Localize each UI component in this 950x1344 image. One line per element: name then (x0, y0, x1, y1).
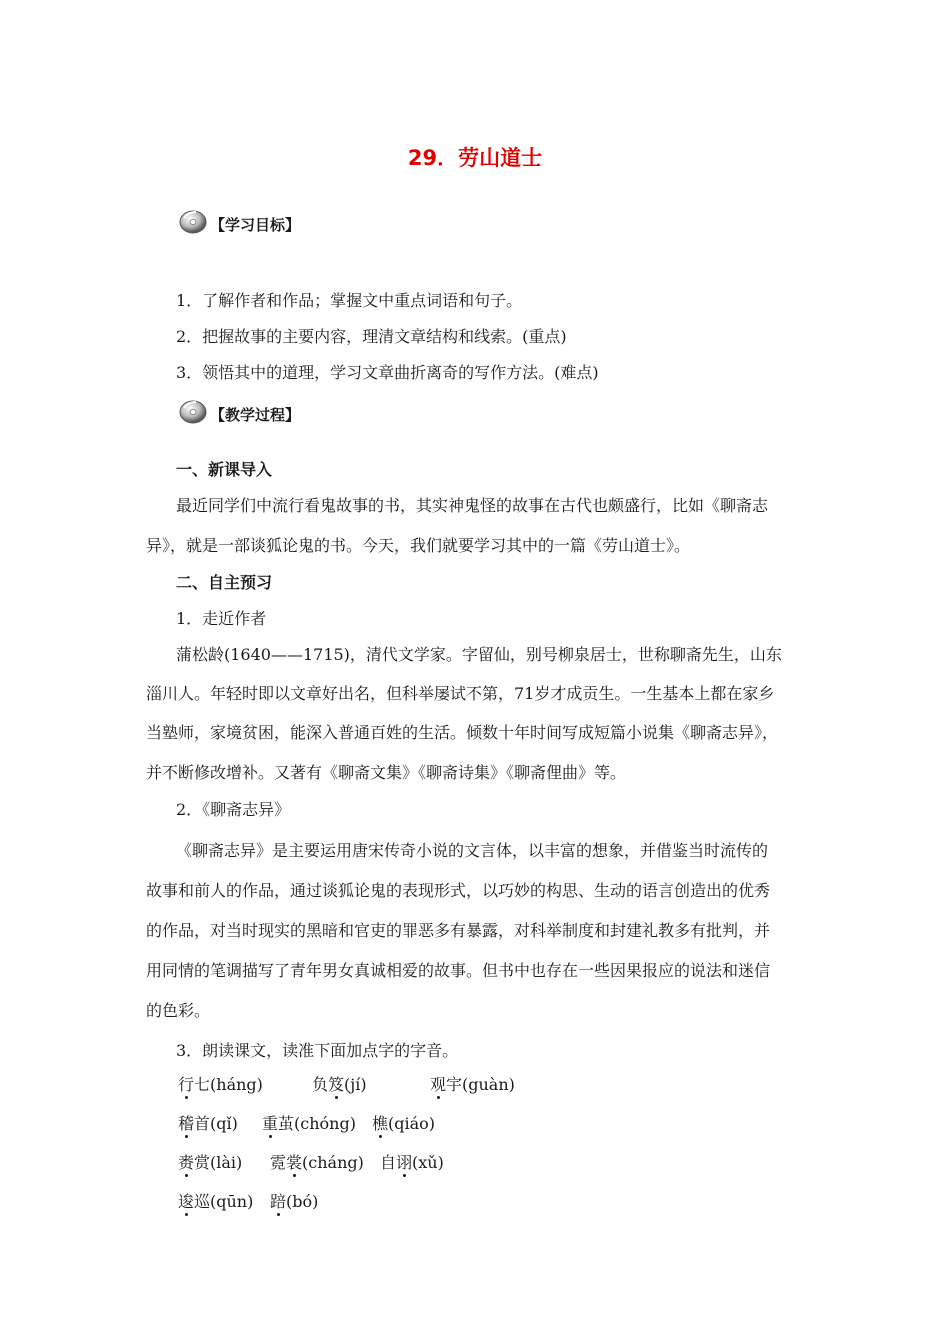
pinyin-item: 樵(qiáo) (372, 1114, 436, 1133)
document-title: 29．劳山道士 (407, 146, 543, 170)
pinyin-item: 踣(bó) (270, 1192, 319, 1211)
paragraph-line: 异》，就是一部谈狐论鬼的书。今天，我们就要学习其中的一篇《劳山道士》。 (146, 536, 691, 555)
dotted-char: 重 (262, 1114, 279, 1133)
dotted-char: 裳 (286, 1153, 303, 1172)
section-heading-label: 【教学过程】 (210, 406, 301, 424)
subheading: 2．《聊斋志异》 (176, 800, 291, 819)
pinyin-item: 稽首(qǐ) (178, 1114, 238, 1133)
dotted-char: 逡 (178, 1192, 195, 1211)
pinyin-item: 自诩(xǔ) (380, 1153, 444, 1172)
cd-disc-icon (178, 206, 208, 236)
paragraph-line: 《聊斋志异》是主要运用唐宋传奇小说的文言体，以丰富的想象，并借鉴当时流传的 (176, 841, 769, 860)
paragraph-line: 蒲松龄(1640——1715)，清代文学家。字留仙，别号柳泉居士，世称聊斋先生，山东 (176, 645, 782, 664)
paragraph-line: 并不断修改增补。又著有《聊斋文集》《聊斋诗集》《聊斋俚曲》等。 (146, 763, 627, 782)
pinyin-item: 观宇(guàn) (430, 1075, 515, 1094)
dotted-char: 踣 (270, 1192, 287, 1211)
pinyin-item: 负笈(jí) (312, 1075, 367, 1094)
part-heading: 二、自主预习 (176, 573, 273, 592)
part-heading: 一、新课导入 (176, 460, 273, 479)
section-heading-label: 【学习目标】 (210, 216, 301, 234)
pinyin-item: 逡巡(qūn) (178, 1192, 254, 1211)
dotted-char: 赉 (178, 1153, 195, 1172)
dotted-char: 稽 (178, 1114, 195, 1133)
dotted-char: 观 (430, 1075, 447, 1094)
goal-item: 1．了解作者和作品；掌握文中重点词语和句子。 (176, 291, 523, 310)
dotted-char: 樵 (372, 1114, 389, 1133)
cd-disc-icon (178, 396, 208, 426)
paragraph-line: 最近同学们中流行看鬼故事的书，其实神鬼怪的故事在古代也颇盛行，比如《聊斋志 (176, 496, 769, 515)
dotted-char: 诩 (396, 1153, 413, 1172)
paragraph-line: 的作品，对当时现实的黑暗和官吏的罪恶多有暴露，对科举制度和封建礼教多有批判，并 (146, 921, 771, 940)
pinyin-item: 赉赏(lài) (178, 1153, 243, 1172)
paragraph-line: 的色彩。 (146, 1001, 211, 1020)
subheading: 3．朗读课文，读准下面加点字的字音。 (176, 1041, 459, 1060)
pinyin-item: 行七(háng) (178, 1075, 263, 1094)
dotted-char: 行 (178, 1075, 195, 1094)
paragraph-line: 故事和前人的作品，通过谈狐论鬼的表现形式，以巧妙的构思、生动的语言创造出的优秀 (146, 881, 771, 900)
pinyin-item: 霓裳(cháng) (270, 1153, 364, 1172)
pinyin-item: 重茧(chóng) (262, 1114, 356, 1133)
paragraph-line: 当塾师，家境贫困，能深入普通百姓的生活。倾数十年时间写成短篇小说集《聊斋志异》， (146, 723, 779, 742)
paragraph-line: 淄川人。年轻时即以文章好出名，但科举屡试不第，71岁才成贡生。一生基本上都在家乡 (146, 684, 775, 703)
dotted-char: 笈 (328, 1075, 345, 1094)
goal-item: 3．领悟其中的道理，学习文章曲折离奇的写作方法。(难点) (176, 363, 599, 382)
subheading: 1．走近作者 (176, 609, 267, 628)
goal-item: 2．把握故事的主要内容，理清文章结构和线索。(重点) (176, 327, 567, 346)
paragraph-line: 用同情的笔调描写了青年男女真诚相爱的故事。但书中也存在一些因果报应的说法和迷信 (146, 961, 771, 980)
